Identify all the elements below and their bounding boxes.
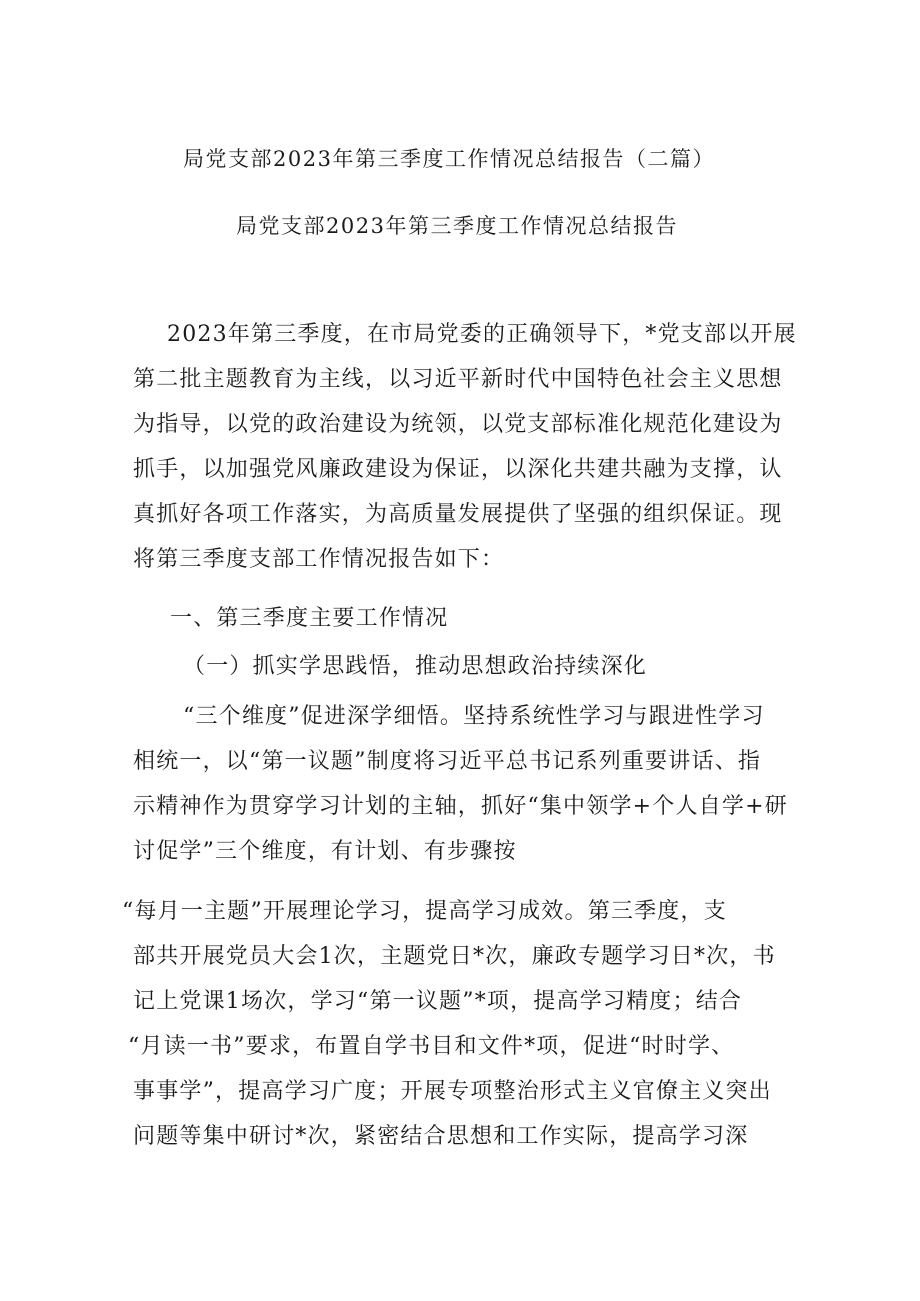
intro-line: 真抓好各项工作落实，为高质量发展提供了坚强的组织保证。现 bbox=[133, 502, 783, 527]
intro-line: 抓手，以加强党风廉政建设为保证，以深化共建共融为支撑，认 bbox=[133, 457, 783, 482]
body-line: 相统一，以“第一议题”制度将习近平总书记系列重要讲话、指 bbox=[133, 749, 762, 774]
body-line: “月读一书”要求，布置自学书目和文件*项，促进“时时学、 bbox=[128, 1034, 735, 1059]
body-line: 问题等集中研讨*次，紧密结合思想和工作实际，提高学习深 bbox=[133, 1124, 749, 1149]
body-line: 示精神作为贯穿学习计划的主轴，抓好“集中领学+个人自学+研 bbox=[133, 794, 788, 819]
intro-line: 将第三季度支部工作情况报告如下： bbox=[133, 547, 505, 572]
body-line: 部共开展党员大会1次，主题党日*次，廉政专题学习日*次，书 bbox=[133, 944, 776, 969]
subsection-heading: （一）抓实学思践悟，推动思想政治持续深化 bbox=[183, 654, 648, 679]
body-line: “每月一主题”开展理论学习，提高学习成效。第三季度，支 bbox=[122, 899, 727, 924]
body-line: 记上党课1场次，学习“第一议题”*项，提高学习精度；结合 bbox=[133, 989, 743, 1014]
main-title: 局党支部2023年第三季度工作情况总结报告（二篇） bbox=[183, 147, 715, 171]
body-line: 事事学”，提高学习广度；开展专项整治形式主义官僚主义突出 bbox=[133, 1079, 772, 1104]
intro-line: 第二批主题教育为主线，以习近平新时代中国特色社会主义思想 bbox=[133, 367, 783, 392]
intro-line: 2023年第三季度，在市局党委的正确领导下，*党支部以开展 bbox=[167, 322, 797, 347]
intro-line: 为指导，以党的政治建设为统领，以党支部标准化规范化建设为 bbox=[133, 412, 783, 437]
body-line: 讨促学”三个维度，有计划、有步骤按 bbox=[133, 839, 517, 864]
body-line: “三个维度”促进深学细悟。坚持系统性学习与跟进性学习 bbox=[183, 704, 765, 729]
section-heading: 一、第三季度主要工作情况 bbox=[170, 606, 449, 631]
sub-title: 局党支部2023年第三季度工作情况总结报告 bbox=[236, 214, 678, 238]
